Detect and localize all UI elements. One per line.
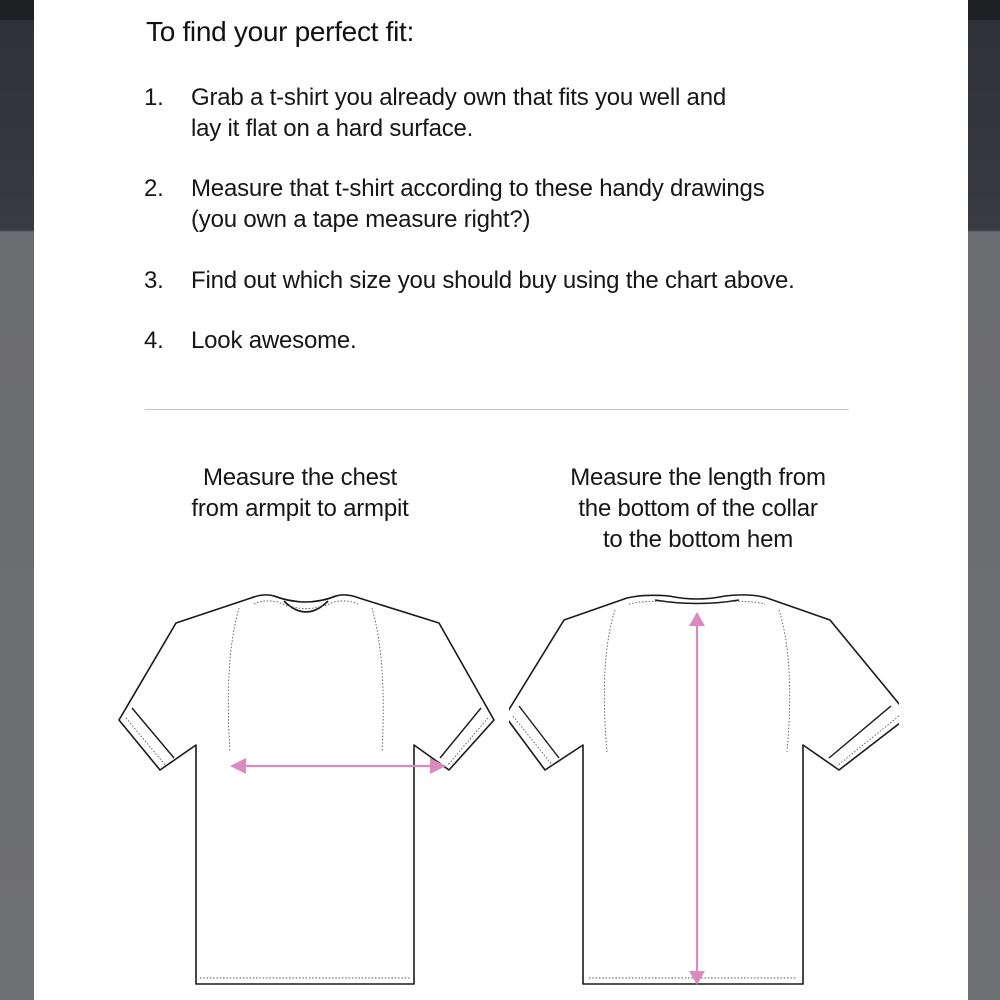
step-text-line: (you own a tape measure right?) (191, 206, 531, 233)
chest-caption (158, 462, 442, 524)
step-item-4 (144, 325, 357, 356)
step-number: 1. (144, 84, 164, 111)
step-item-3 (144, 265, 795, 296)
step-text-line: lay it flat on a hard surface. (191, 115, 474, 142)
caption-line: the bottom of the collar (578, 495, 818, 522)
left-edge (0, 0, 34, 20)
right-edge (968, 0, 1000, 20)
step-number: 2. (144, 175, 164, 202)
caption-line: Measure the chest (202, 464, 398, 491)
step-text-line: Grab a t-shirt you already own that fits you well and (191, 84, 727, 111)
length-caption (536, 462, 860, 555)
step-item-2 (144, 173, 765, 235)
caption-line: Measure the length from (570, 464, 826, 491)
step-item-1 (144, 82, 726, 144)
caption-line: from armpit to armpit (191, 495, 409, 522)
page-title: To find your perfect fit: (146, 16, 414, 47)
tshirt-front-diagram (114, 580, 499, 1000)
step-number: 3. (144, 267, 164, 294)
tshirt-front-outline (119, 595, 494, 984)
step-text-line: Find out which size you should buy using the chart above. (191, 267, 795, 294)
tshirt-back-outline (509, 595, 899, 984)
step-text-line: Look awesome. (191, 327, 357, 354)
caption-line: to the bottom hem (602, 526, 794, 553)
tshirt-back-diagram (509, 580, 899, 1000)
section-divider (145, 409, 849, 410)
step-text-line: Measure that t-shirt according to these handy drawings (191, 175, 765, 202)
step-number: 4. (144, 327, 164, 354)
size-guide-panel[interactable] (34, 0, 968, 1000)
